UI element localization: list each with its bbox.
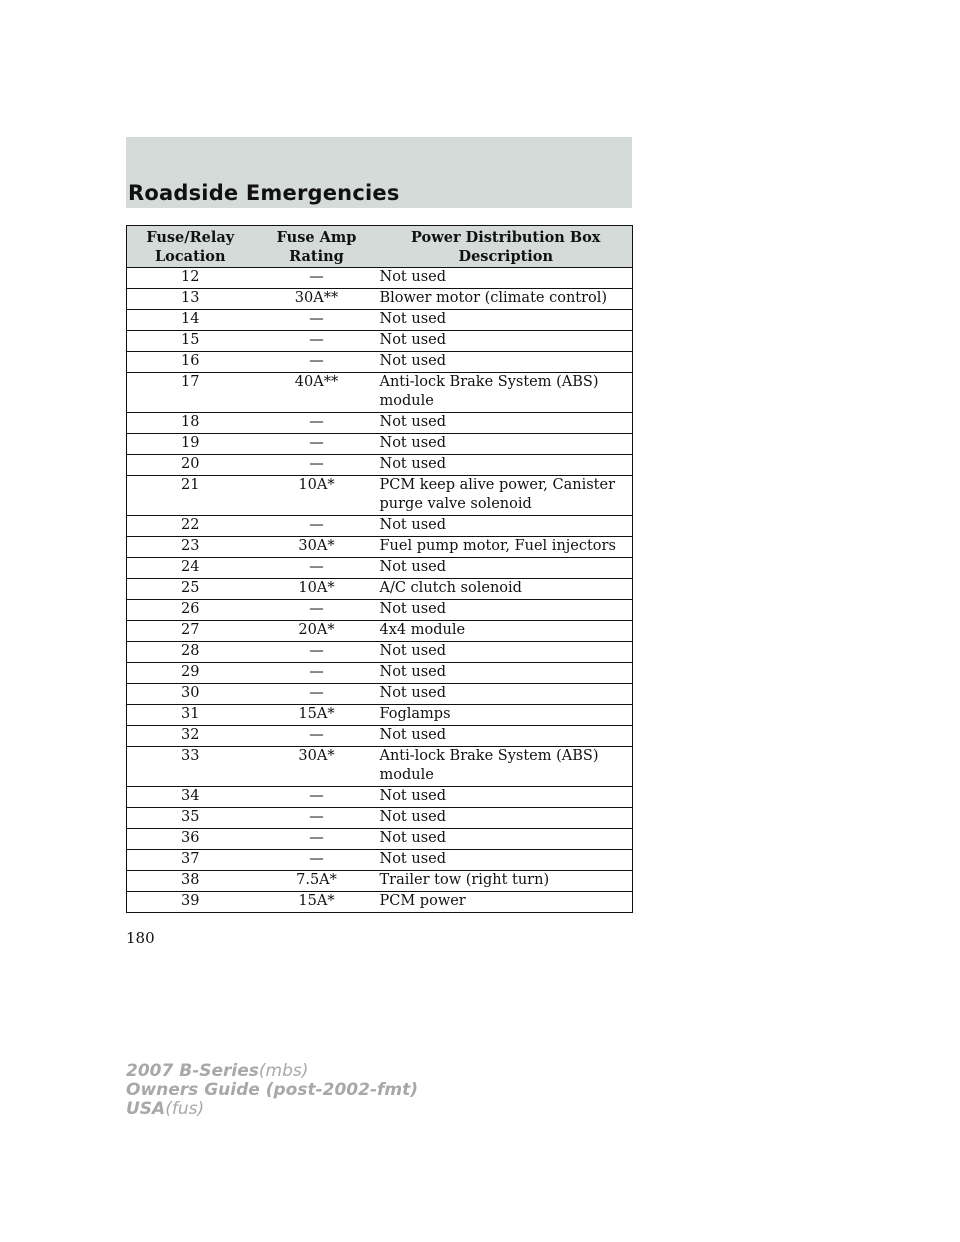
fuse-amp-cell: — [254, 808, 380, 829]
fuse-description-cell: Not used [380, 642, 633, 663]
fuse-description-cell: Not used [380, 331, 633, 352]
fuse-location-cell: 20 [127, 455, 254, 476]
table-header-row [127, 226, 633, 268]
fuse-amp-cell: 30A** [254, 289, 380, 310]
fuse-description-cell: Not used [380, 600, 633, 621]
fuse-location-cell: 37 [127, 850, 254, 871]
fuse-amp-cell: — [254, 850, 380, 871]
column-header-description [380, 226, 633, 268]
fuse-location-cell: 22 [127, 516, 254, 537]
fuse-description-cell: PCM keep alive power, Canister purge valve solenoid [380, 476, 633, 516]
footer-line-1 [126, 1062, 418, 1081]
table-row [127, 829, 633, 850]
fuse-description-cell: Not used [380, 787, 633, 808]
fuse-amp-cell: — [254, 434, 380, 455]
fuse-location-cell: 31 [127, 705, 254, 726]
fuse-description-cell: Not used [380, 558, 633, 579]
column-header-line: Fuse/Relay [146, 229, 235, 246]
fuse-amp-cell: — [254, 726, 380, 747]
column-header-line: Location [154, 248, 226, 265]
fuse-description-cell: A/C clutch solenoid [380, 579, 633, 600]
table-row [127, 663, 633, 684]
table-row [127, 579, 633, 600]
table-row [127, 892, 633, 913]
table-row [127, 808, 633, 829]
fuse-location-cell: 21 [127, 476, 254, 516]
fuse-description-cell: PCM power [380, 892, 633, 913]
fuse-description-cell: Not used [380, 850, 633, 871]
fuse-description-cell: Blower motor (climate control) [380, 289, 633, 310]
table-row [127, 621, 633, 642]
fuse-location-cell: 25 [127, 579, 254, 600]
table-row [127, 516, 633, 537]
fuse-description-cell: Not used [380, 268, 633, 289]
fuse-description-cell: Foglamps [380, 705, 633, 726]
table-row [127, 787, 633, 808]
fuse-description-cell: Not used [380, 663, 633, 684]
column-header-line: Description [458, 248, 553, 265]
fuse-location-cell: 12 [127, 268, 254, 289]
column-header-line: Rating [289, 248, 344, 265]
table-row [127, 726, 633, 747]
fuse-amp-cell: — [254, 642, 380, 663]
column-header-line: Power Distribution Box [411, 229, 601, 246]
fuse-amp-cell: — [254, 352, 380, 373]
fuse-description-cell: 4x4 module [380, 621, 633, 642]
fuse-location-cell: 27 [127, 621, 254, 642]
fuse-location-cell: 18 [127, 413, 254, 434]
table-row [127, 413, 633, 434]
fuse-amp-cell: 40A** [254, 373, 380, 413]
table-row [127, 684, 633, 705]
fuse-location-cell: 35 [127, 808, 254, 829]
fuse-location-cell: 26 [127, 600, 254, 621]
table-row [127, 705, 633, 726]
fuse-location-cell: 23 [127, 537, 254, 558]
table-row [127, 747, 633, 787]
fuse-location-cell: 28 [127, 642, 254, 663]
fuse-table [126, 225, 633, 913]
fuse-description-cell: Not used [380, 516, 633, 537]
fuse-location-cell: 19 [127, 434, 254, 455]
column-header-line: Fuse Amp [276, 229, 357, 246]
table-row [127, 871, 633, 892]
table-body [127, 268, 633, 913]
footer-market: USA [126, 1099, 166, 1119]
column-header-amp-rating [254, 226, 380, 268]
fuse-description-cell: Not used [380, 829, 633, 850]
fuse-location-cell: 32 [127, 726, 254, 747]
fuse-amp-cell: 20A* [254, 621, 380, 642]
fuse-amp-cell: — [254, 455, 380, 476]
footer-line-2 [126, 1081, 418, 1100]
column-header-location [127, 226, 254, 268]
fuse-description-cell: Not used [380, 434, 633, 455]
fuse-amp-cell: — [254, 663, 380, 684]
table-row [127, 455, 633, 476]
fuse-amp-cell: — [254, 516, 380, 537]
fuse-amp-cell: — [254, 413, 380, 434]
fuse-amp-cell: 10A* [254, 579, 380, 600]
fuse-description-cell: Not used [380, 726, 633, 747]
fuse-amp-cell: — [254, 600, 380, 621]
fuse-description-cell: Not used [380, 310, 633, 331]
footer-model-code: (mbs) [258, 1061, 309, 1081]
fuse-amp-cell: — [254, 558, 380, 579]
table-row [127, 600, 633, 621]
fuse-description-cell: Not used [380, 684, 633, 705]
fuse-location-cell: 29 [127, 663, 254, 684]
table-row [127, 373, 633, 413]
fuse-description-cell: Anti-lock Brake System (ABS) module [380, 747, 633, 787]
page-number: 180 [126, 929, 155, 947]
fuse-location-cell: 15 [127, 331, 254, 352]
fuse-location-cell: 30 [127, 684, 254, 705]
fuse-description-cell: Not used [380, 413, 633, 434]
table-row [127, 352, 633, 373]
fuse-amp-cell: — [254, 310, 380, 331]
fuse-description-cell: Not used [380, 808, 633, 829]
table-row [127, 331, 633, 352]
footer-model: 2007 B-Series [126, 1061, 259, 1081]
fuse-location-cell: 16 [127, 352, 254, 373]
section-header-bar [126, 137, 632, 208]
fuse-location-cell: 39 [127, 892, 254, 913]
table-row [127, 850, 633, 871]
fuse-amp-cell: — [254, 268, 380, 289]
fuse-description-cell: Not used [380, 455, 633, 476]
fuse-description-cell: Not used [380, 352, 633, 373]
fuse-description-cell: Anti-lock Brake System (ABS) module [380, 373, 633, 413]
fuse-amp-cell: 15A* [254, 705, 380, 726]
fuse-location-cell: 14 [127, 310, 254, 331]
fuse-amp-cell: 30A* [254, 537, 380, 558]
fuse-amp-cell: 30A* [254, 747, 380, 787]
fuse-amp-cell: — [254, 331, 380, 352]
document-footer [126, 1062, 418, 1119]
section-title: Roadside Emergencies [128, 181, 400, 205]
table-row [127, 476, 633, 516]
fuse-description-cell: Fuel pump motor, Fuel injectors [380, 537, 633, 558]
footer-market-code: (fus) [165, 1099, 205, 1119]
fuse-location-cell: 13 [127, 289, 254, 310]
table-row [127, 310, 633, 331]
fuse-amp-cell: 7.5A* [254, 871, 380, 892]
fuse-amp-cell: 10A* [254, 476, 380, 516]
table-row [127, 268, 633, 289]
table-row [127, 289, 633, 310]
footer-line-3 [126, 1100, 418, 1119]
fuse-location-cell: 36 [127, 829, 254, 850]
footer-guide: Owners Guide (post-2002-fmt) [126, 1080, 419, 1100]
table-row [127, 642, 633, 663]
fuse-amp-cell: — [254, 829, 380, 850]
fuse-description-cell: Trailer tow (right turn) [380, 871, 633, 892]
fuse-amp-cell: 15A* [254, 892, 380, 913]
fuse-location-cell: 24 [127, 558, 254, 579]
table-row [127, 434, 633, 455]
fuse-location-cell: 38 [127, 871, 254, 892]
table-row [127, 537, 633, 558]
fuse-location-cell: 33 [127, 747, 254, 787]
fuse-location-cell: 34 [127, 787, 254, 808]
fuse-location-cell: 17 [127, 373, 254, 413]
fuse-amp-cell: — [254, 787, 380, 808]
fuse-amp-cell: — [254, 684, 380, 705]
table-row [127, 558, 633, 579]
